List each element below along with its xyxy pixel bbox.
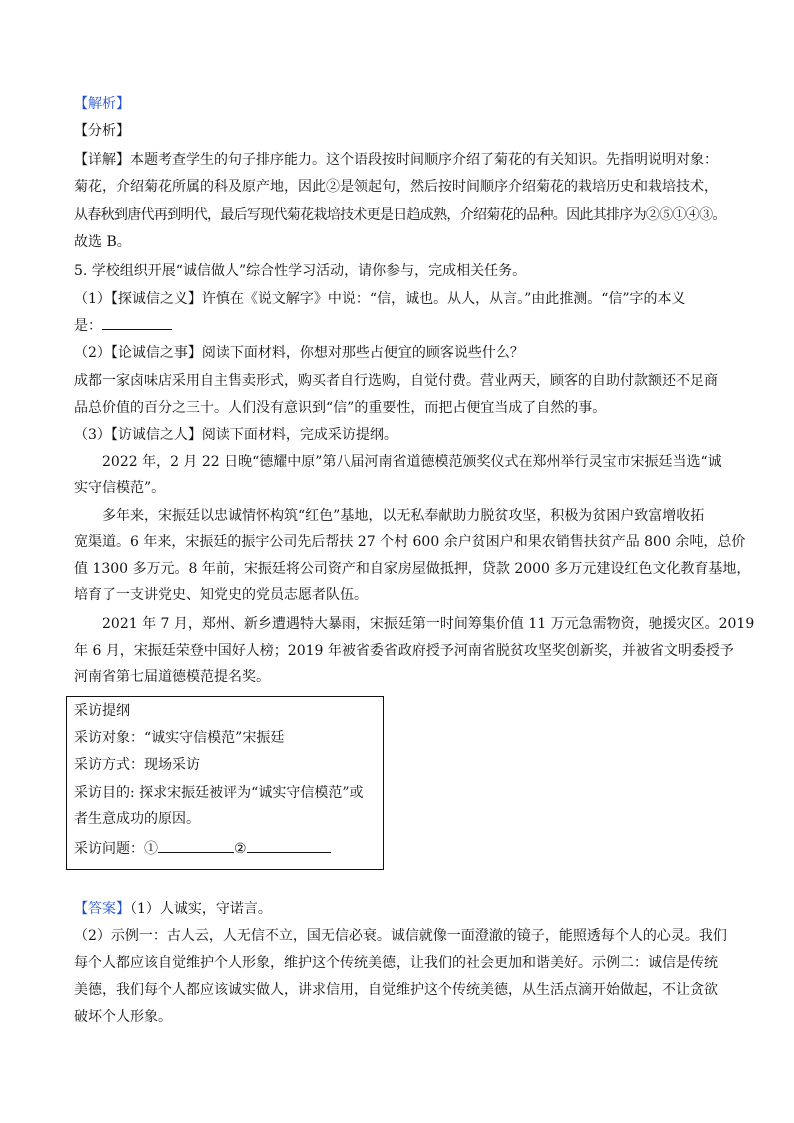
detail-tag: 【详解】 bbox=[74, 152, 130, 168]
answer-line-1 bbox=[74, 899, 734, 919]
para-1-line-b: 实守信模范”。 bbox=[74, 480, 166, 496]
answer-1: （1）人诚实，守诺言。 bbox=[130, 901, 272, 917]
answer-2-line-4: 破坏个人形象。 bbox=[74, 1009, 172, 1025]
analysis-header: 【解析】 bbox=[74, 96, 130, 112]
task-2-prompt: （2）【论诚信之事】阅读下面材料，你想对那些占便宜的顾客说些什么？ bbox=[74, 345, 524, 361]
outline-target: 采访对象：“诚实守信模范”宋振廷 bbox=[74, 730, 285, 746]
outline-title: 采访提纲 bbox=[74, 703, 130, 719]
task-1-line-a: （1）【探诚信之义】许慎在《说文解字》中说：“信，诚也。从人，从言。”由此推测。“信”字的本义 bbox=[74, 291, 686, 307]
question-2-marker: ② bbox=[234, 841, 247, 857]
fenxi-header: 【分析】 bbox=[74, 123, 130, 139]
interview-outline-box bbox=[66, 696, 384, 870]
answer-2-line-2: 每个人都应该自觉维护个人形象，维护这个传统美德，让我们的社会更加和谐美好。示例二：诚信是传统 bbox=[74, 955, 718, 971]
task-2-material-1: 成都一家卤味店采用自主售卖形式，购买者自行选购，自觉付费。营业两天，顾客的自助付款额还不足商 bbox=[74, 373, 718, 389]
outline-method: 采访方式：现场采访 bbox=[74, 757, 200, 773]
para-3-line-a: 2021 年 7 月，郑州、新乡遭遇特大暴雨，宋振廷第一时间筹集价值 11 万元急需物资，驰援灾区。2019 bbox=[102, 616, 755, 632]
task-2-material-2: 品总价值的百分之三十。人们没有意识到“信”的重要性，而把占便宜当成了自然的事。 bbox=[74, 400, 607, 416]
outline-questions bbox=[74, 838, 331, 859]
detail-text-1: 本题考查学生的句子排序能力。这个语段按时间顺序介绍了菊花的有关知识。先指明说明对象： bbox=[130, 152, 718, 168]
para-3-line-b: 年 6 月，宋振廷荣登中国好人榜；2019 年被省委省政府授予河南省脱贫攻坚奖创新奖，并被省文明委授予 bbox=[74, 643, 734, 659]
para-2-line-a: 多年来，宋振廷以忠诚情怀构筑“红色”基地，以无私奉献助力脱贫攻坚，积极为贫困户致富增收拓 bbox=[102, 508, 705, 524]
detail-line-3: 从春秋到唐代再到明代，最后写现代菊花栽培技术更是日趋成熟，介绍菊花的品种。因此其排序为②⑤①④③。 bbox=[74, 207, 726, 223]
questions-label: 采访问题：① bbox=[74, 841, 158, 857]
task-3-prompt: （3）【访诚信之人】阅读下面材料，完成采访提纲。 bbox=[74, 427, 398, 443]
para-2-line-d: 培育了一支讲党史、知党史的党员志愿者队伍。 bbox=[74, 587, 368, 603]
task-1-prefix: 是： bbox=[74, 318, 102, 334]
detail-line-4: 故选 B。 bbox=[74, 234, 131, 250]
question-5-stem: 5. 学校组织开展“诚信做人”综合性学习活动，请你参与，完成相关任务。 bbox=[74, 263, 527, 279]
para-1-line-a: 2022 年，2 月 22 日晚“德耀中原”第八届河南省道德模范颁奖仪式在郑州举行灵宝市宋振廷当选“诚 bbox=[102, 454, 722, 470]
answer-tag: 【答案】 bbox=[74, 901, 130, 917]
answer-2-line-3: 美德，我们每个人都应该诚实做人，讲求信用，自觉维护这个传统美德，从生活点滴开始做起，不让贪欲 bbox=[74, 982, 718, 998]
question-blank-1[interactable] bbox=[158, 838, 234, 853]
question-blank-2[interactable] bbox=[247, 838, 331, 853]
task-1-line-b bbox=[74, 315, 734, 336]
outline-purpose-a: 采访目的: 探求宋振廷被评为“诚实守信模范”或 bbox=[74, 785, 364, 801]
detail-line-2: 菊花，介绍菊花所属的科及原产地，因此②是领起句，然后按时间顺序介绍菊花的栽培历史和栽培技术， bbox=[74, 179, 718, 195]
detail-line-1 bbox=[74, 150, 734, 170]
para-3-line-c: 河南省第七届道德模范提名奖。 bbox=[74, 669, 270, 685]
outline-purpose-b: 者生意成功的原因。 bbox=[74, 811, 200, 827]
answer-blank-1[interactable] bbox=[102, 315, 172, 330]
para-2-line-c: 值 1300 多万元。8 年前，宋振廷将公司资产和自家房屋做抵押，贷款 2000 多万元建设红色文化教育基地， bbox=[74, 561, 751, 577]
answer-2-line-1: （2）示例一：古人云，人无信不立，国无信必衰。诚信就像一面澄澈的镜子，能照透每个人的心灵。我们 bbox=[74, 928, 727, 944]
para-2-line-b: 宽渠道。6 年来，宋振廷的振宇公司先后帮扶 27 个村 600 余户贫困户和果农销售扶贫产品 800 余吨，总价 bbox=[74, 534, 746, 550]
